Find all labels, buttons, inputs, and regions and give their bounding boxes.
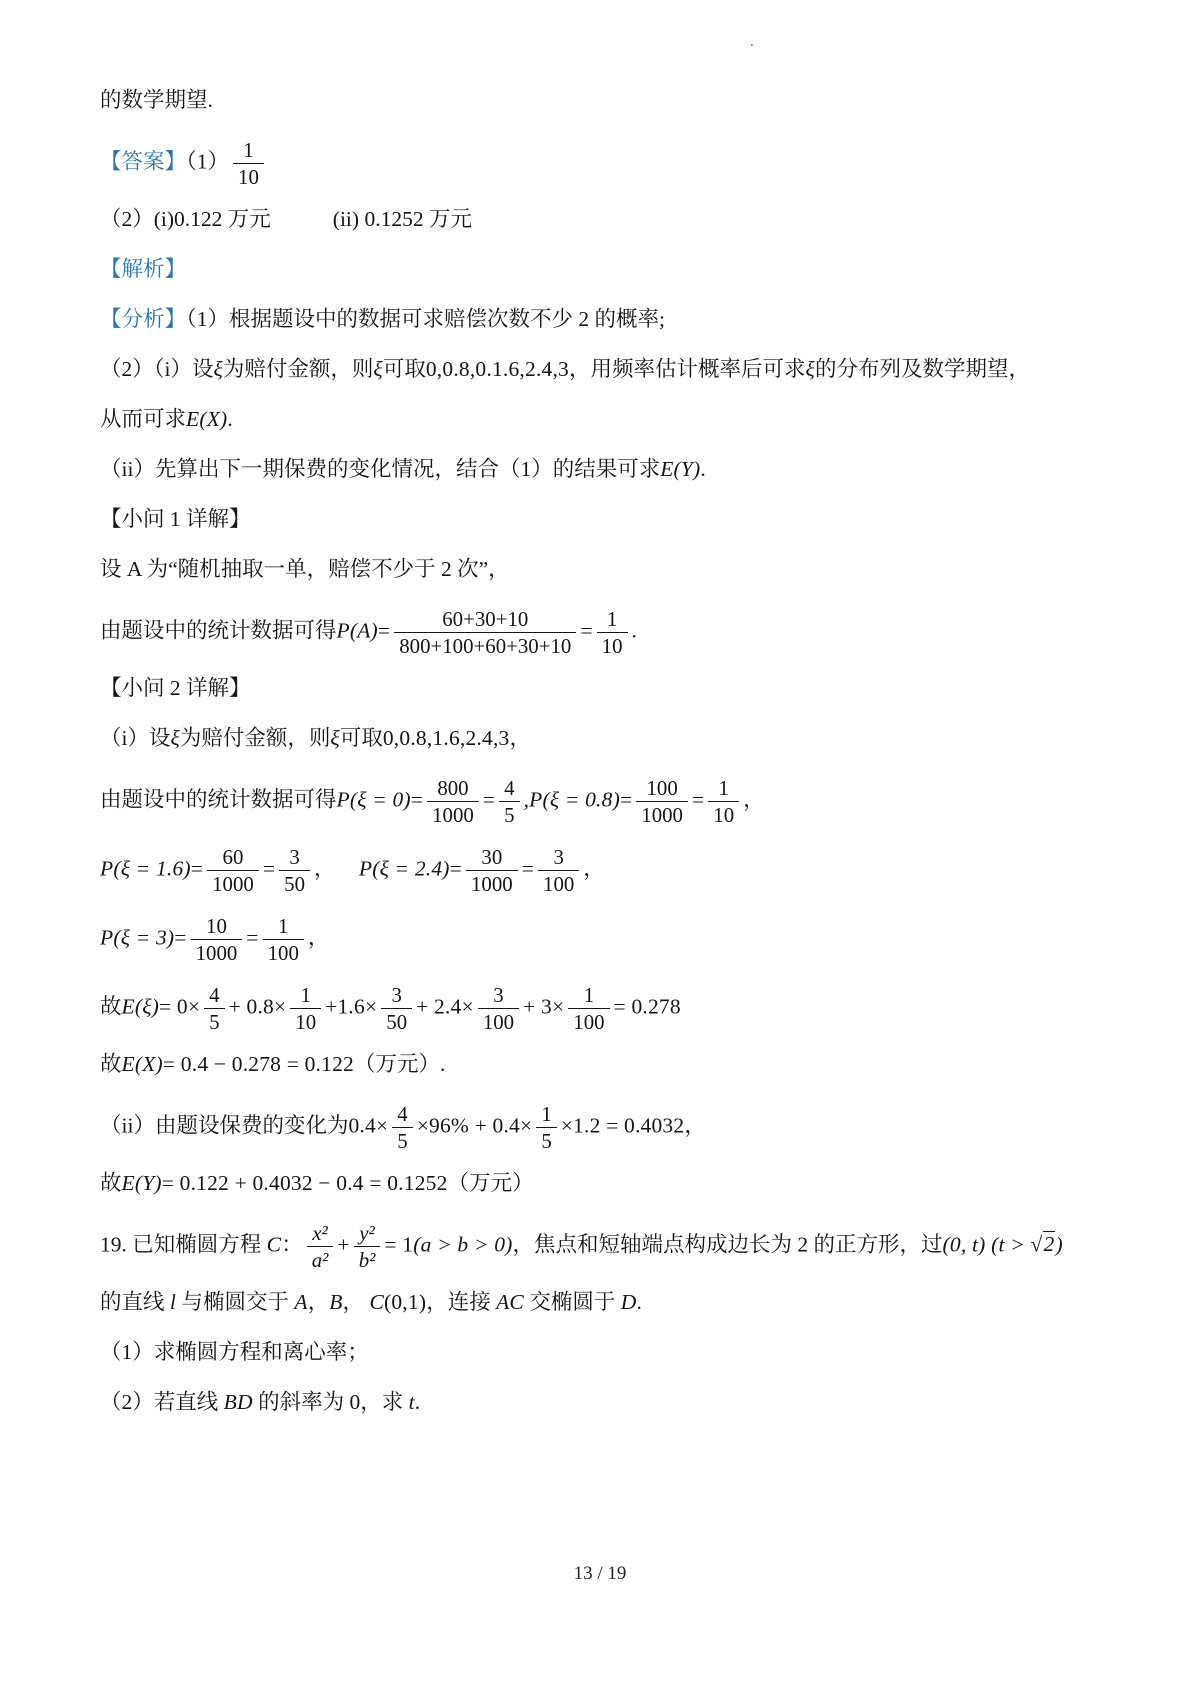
text-span: 0.4×	[348, 1113, 389, 1138]
math-text: (a > b > 0)	[413, 1232, 513, 1257]
text-span: （1）	[186, 149, 230, 174]
text-span: ，	[509, 726, 531, 751]
page-number: 13 / 19	[573, 1563, 627, 1584]
fraction: $\frac{1}{10}$	[597, 607, 628, 658]
text-span: =	[410, 787, 424, 812]
probability-xi-3-line	[100, 912, 1108, 967]
math-text: ξ	[330, 726, 340, 751]
text-span: （1）求椭圆方程和离心率；	[100, 1339, 369, 1364]
text-span: =	[619, 787, 633, 812]
text-span: +1.6×	[325, 994, 378, 1019]
text-span: .	[636, 1289, 643, 1314]
fraction: $\frac{1}{100}$	[263, 914, 304, 965]
text-span: 故	[100, 1051, 122, 1076]
text-span: 设 A 为“随机抽取一单，赔偿不少于 2 次”，	[100, 557, 510, 582]
breakdown-line-1	[100, 305, 1108, 334]
text-span: + 3×	[523, 994, 565, 1019]
analysis-label: 【解析】	[100, 257, 187, 281]
text-span: =	[190, 856, 204, 881]
subproblem-2-label: 【小问 2 详解】	[100, 676, 251, 701]
text-span: ×96% + 0.4×	[416, 1113, 533, 1138]
text-span: ，	[743, 787, 765, 812]
math-text: BD	[223, 1389, 253, 1414]
text-span: =	[580, 618, 593, 643]
text-span: ，	[313, 856, 341, 881]
text-span: = 0×	[158, 994, 201, 1019]
text-span: (ii) 0.1252 万元	[332, 206, 472, 231]
analysis-header	[100, 255, 1108, 284]
solution-content	[100, 86, 1108, 1438]
fraction: $\frac{1}{10}$	[708, 776, 739, 827]
text-span: 与椭圆交于	[176, 1289, 295, 1314]
answer-line	[100, 136, 1108, 191]
subproblem-2-header	[100, 674, 1108, 703]
fraction: $\frac{60}{1000}$	[207, 845, 259, 896]
math-text: l	[169, 1289, 177, 1314]
text-span: ：	[281, 1232, 303, 1257]
fraction: $\frac{1}{5}$	[536, 1102, 556, 1153]
text-span: ，焦点和短轴端点构成边长为 2 的正方形，过	[512, 1232, 943, 1257]
text-span: 为赔付金额，则	[222, 357, 374, 382]
text-span: ，	[342, 1289, 370, 1314]
breakdown-line-3	[100, 405, 1108, 434]
math-text: )	[1055, 1232, 1063, 1257]
text-span: （万元）	[447, 1170, 534, 1195]
fraction: $\frac{60+30+10}{800+100+60+30+10}$	[394, 607, 576, 658]
text-span: =	[262, 856, 276, 881]
text-span: 交椭圆于	[523, 1289, 621, 1314]
problem-19-statement	[100, 1219, 1108, 1274]
text-span: （万元）	[353, 1051, 440, 1076]
text-span: ，	[307, 1289, 330, 1314]
math-text: E(X)	[186, 407, 228, 432]
problem-19-part-2	[100, 1388, 1108, 1417]
text-span: .	[440, 1051, 446, 1076]
text-span: ,	[523, 787, 530, 812]
text-span: （2）若直线	[100, 1389, 224, 1414]
text-span: ，	[307, 925, 330, 950]
fraction: $\frac{3}{100}$	[538, 845, 579, 896]
text-span: = 1	[384, 1232, 414, 1257]
text-span: =	[246, 925, 259, 950]
closing-text-expectation	[100, 86, 1108, 115]
text-span: 故	[100, 1170, 122, 1195]
text-span: 可取	[382, 357, 426, 382]
breakdown-line-4	[100, 455, 1108, 484]
probability-xi-16-line	[100, 843, 1108, 898]
text-span: =	[449, 856, 462, 881]
fraction: $\frac{30}{1000}$	[466, 845, 518, 896]
fraction: $\frac{4}{5}$	[392, 1102, 412, 1153]
text-span: （ii）先算出下一期保费的变化情况，结合（1）的结果可求	[100, 457, 661, 482]
math-text: A	[294, 1289, 308, 1314]
text-span: =	[377, 618, 391, 643]
text-span: +	[337, 1232, 350, 1257]
answer-label: 【答案】	[100, 149, 187, 174]
math-text: E(Y)	[660, 457, 701, 482]
problem-19-part-1	[100, 1338, 1108, 1367]
math-text: C	[266, 1232, 282, 1257]
probability-A-formula	[100, 605, 1108, 660]
math-text: ξ	[805, 357, 815, 382]
text-span: .	[227, 407, 233, 432]
stray-dot: .	[750, 34, 754, 50]
math-text: P(ξ = 0)	[336, 787, 411, 812]
fraction: $\frac{100}{1000}$	[636, 776, 688, 827]
fraction: $\frac{1}{100}$	[568, 983, 609, 1034]
math-text: P(ξ = 2.4)	[358, 856, 450, 881]
text-span: 的数学期望.	[100, 88, 213, 112]
text-span: + 0.8×	[228, 994, 287, 1019]
text-span: = 0.278	[613, 994, 681, 1019]
math-text: E(Y)	[121, 1170, 162, 1195]
math-text: AC	[496, 1289, 524, 1314]
fraction: $\frac{4}{5}$	[499, 776, 519, 827]
text-span: 的分布列及数学期望，	[814, 357, 1030, 382]
fraction: $\frac{1}{10}$	[233, 138, 264, 189]
fraction: $\frac{\text{y²}}{\text{b²}}$	[354, 1221, 381, 1272]
math-text: D	[620, 1289, 637, 1314]
text-span: ，	[684, 1113, 706, 1138]
problem-19-statement-2	[100, 1288, 1108, 1317]
text-span: 的直线	[100, 1289, 170, 1314]
text-span: 从而可求	[100, 407, 187, 432]
math-text: B	[329, 1289, 343, 1314]
math-text: (t >	[985, 1232, 1031, 1257]
text-span: （i）设	[100, 726, 171, 751]
math-text: P(ξ = 3)	[100, 925, 175, 950]
xi-definition-line	[100, 724, 1108, 753]
text-span: （ii）由题设保费的变化为	[100, 1113, 349, 1138]
fraction: $\frac{4}{5}$	[204, 983, 224, 1034]
text-span: = 0.4 − 0.278 = 0.122	[162, 1051, 354, 1076]
text-span: =	[521, 856, 535, 881]
math-text: ξ	[373, 357, 383, 382]
text-span: 可取	[339, 726, 383, 751]
math-text: P(ξ = 1.6)	[100, 856, 191, 881]
breakdown-line-2	[100, 355, 1108, 384]
math-text: P(ξ = 0.8)	[529, 787, 620, 812]
fraction: $\frac{3}{50}$	[279, 845, 310, 896]
text-span: ，	[583, 856, 605, 881]
math-text: E(X)	[121, 1051, 163, 1076]
text-span: .	[631, 618, 638, 643]
text-span: (0,1)	[383, 1289, 427, 1314]
math-text: t	[408, 1389, 415, 1414]
fraction: $\frac{3}{50}$	[381, 983, 412, 1034]
sqrt-expression: √2	[1030, 1232, 1055, 1257]
text-span: + 2.4×	[416, 994, 474, 1019]
fraction: $\frac{10}{1000}$	[191, 914, 243, 965]
subproblem-1-header	[100, 505, 1108, 534]
answer-part2-line	[100, 205, 1108, 234]
math-text: C	[369, 1289, 384, 1314]
premium-change-formula	[100, 1100, 1108, 1155]
text-span: 为赔付金额，则	[179, 726, 331, 751]
text-span: ，连接	[426, 1289, 497, 1314]
text-span: 由题设中的统计数据可得	[100, 618, 337, 643]
text-span: 由题设中的统计数据可得	[100, 787, 337, 812]
expectation-Y-result	[100, 1169, 1108, 1198]
text-span: =	[174, 925, 187, 950]
math-text: ξ	[170, 726, 180, 751]
text-span: 0,0.8,0.1.6,2.4,3	[425, 357, 570, 382]
text-span: ×1.2 = 0.4032	[560, 1113, 685, 1138]
subproblem-1-label: 【小问 1 详解】	[100, 507, 251, 532]
event-definition-line	[100, 555, 1108, 584]
breakdown-label: 【分析】	[100, 307, 187, 332]
expectation-X-result	[100, 1050, 1108, 1079]
text-span: 故	[100, 994, 122, 1019]
text-span: 19. 已知椭圆方程	[100, 1232, 267, 1257]
text-span: .	[700, 457, 706, 482]
probability-xi-0-line	[100, 774, 1108, 829]
text-span: = 0.122 + 0.4032 − 0.4 = 0.1252	[161, 1170, 448, 1195]
text-span: 0,0.8,1.6,2.4,3	[382, 726, 510, 751]
fraction: $\frac{\text{x²}}{\text{a²}}$	[307, 1221, 334, 1272]
math-text: (0, t)	[942, 1232, 986, 1257]
text-span: ，用频率估计概率后可求	[569, 357, 806, 382]
text-span: （2）（i）设	[100, 357, 214, 382]
text-span: （1）根据题设中的数据可求赔偿次数不少 2 的概率;	[186, 307, 665, 332]
expectation-xi-formula	[100, 981, 1108, 1036]
fraction: $\frac{1}{10}$	[290, 983, 321, 1034]
math-text: ξ	[213, 357, 223, 382]
math-text: P(A)	[336, 618, 378, 643]
fraction: $\frac{3}{100}$	[478, 983, 519, 1034]
math-text: E(ξ)	[121, 994, 159, 1019]
text-span: =	[482, 787, 496, 812]
text-span: .	[414, 1389, 421, 1414]
text-span: 的斜率为 0，求	[252, 1389, 409, 1414]
text-span: （2）(i)0.122 万元	[100, 206, 271, 231]
text-span: =	[691, 787, 705, 812]
fraction: $\frac{800}{1000}$	[427, 776, 479, 827]
